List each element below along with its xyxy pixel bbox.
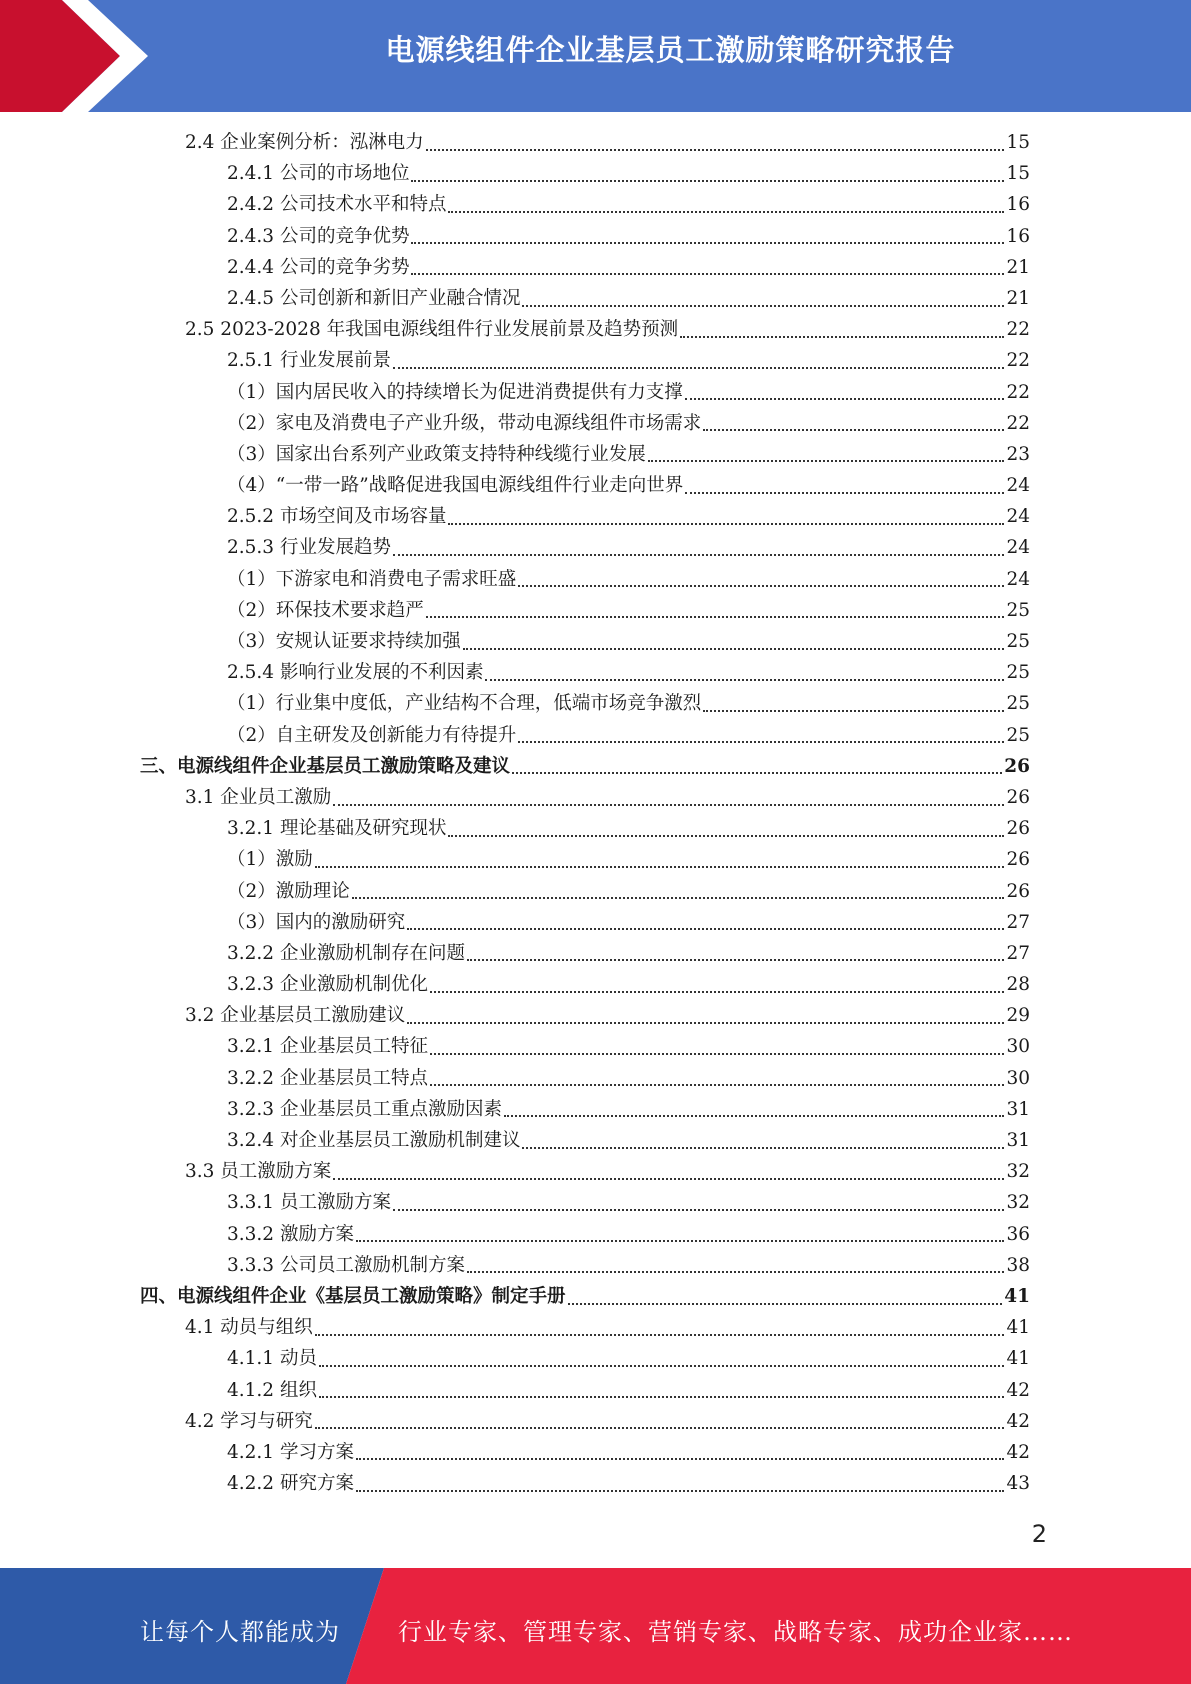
toc-entry[interactable] [140,1126,1030,1157]
toc-entry-page: 22 [1006,319,1030,341]
toc-dot-leader [333,804,1004,806]
table-of-contents [140,128,1030,1500]
toc-entry-label: 3.3 员工激励方案 [185,1161,332,1183]
toc-entry-label: 3.2 企业基层员工激励建议 [185,1005,406,1027]
toc-entry-label: 四、电源线组件企业《基层员工激励策略》制定手册 [140,1285,566,1307]
toc-dot-leader [407,1022,1004,1024]
toc-entry-label: 4.2.1 学习方案 [227,1441,354,1463]
toc-entry-label: 4.2 学习与研究 [185,1410,313,1432]
toc-entry-page: 15 [1006,163,1030,185]
toc-entry-label: 4.1.1 动员 [227,1348,317,1370]
toc-dot-leader [518,585,1004,587]
toc-entry-label: 2.4 企业案例分析：泓淋电力 [185,132,424,153]
toc-entry-page: 25 [1006,662,1030,684]
toc-entry-page: 23 [1006,443,1030,465]
toc-entry-page: 22 [1006,350,1030,372]
toc-entry-page: 41 [1004,1285,1030,1307]
toc-entry-page: 25 [1006,599,1030,621]
toc-dot-leader [356,1458,1005,1460]
toc-dot-leader [356,1490,1005,1492]
toc-entry-label: 2.4.2 公司技术水平和特点 [227,194,447,216]
toc-dot-leader [430,1053,1004,1055]
toc-entry[interactable] [140,1469,1030,1500]
toc-entry-page: 43 [1006,1473,1030,1495]
toc-entry-label: 2.4.3 公司的竞争优势 [227,225,410,247]
toc-entry-page: 24 [1006,506,1030,528]
toc-dot-leader [448,211,1004,213]
toc-entry-label: 3.2.2 企业基层员工特点 [227,1067,428,1089]
toc-entry-page: 16 [1006,225,1030,247]
toc-entry-label: 4.1 动员与组织 [185,1317,313,1339]
toc-entry-label: 2.4.1 公司的市场地位 [227,163,410,185]
toc-entry[interactable] [140,502,1030,533]
toc-dot-leader [352,897,1005,899]
toc-entry-page: 16 [1006,194,1030,216]
toc-entry-page: 42 [1006,1441,1030,1463]
toc-dot-leader [703,429,1004,431]
toc-dot-leader [319,1365,1005,1367]
toc-dot-leader [685,398,1005,400]
toc-entry-label: 3.2.2 企业激励机制存在问题 [227,942,465,964]
toc-entry-page: 22 [1006,381,1030,403]
toc-entry-page: 30 [1006,1036,1030,1058]
toc-entry-label: （3）国内的激励研究 [227,911,406,933]
toc-entry-label: 4.1.2 组织 [227,1379,317,1401]
toc-entry[interactable] [140,970,1030,1001]
toc-entry-label: 3.2.1 企业基层员工特征 [227,1036,428,1058]
toc-dot-leader [315,1427,1005,1429]
toc-entry-page: 27 [1006,911,1030,933]
toc-entry-page: 31 [1006,1130,1030,1151]
toc-dot-leader [504,1115,1004,1117]
toc-dot-leader [518,741,1004,743]
toc-entry-page: 25 [1006,724,1030,746]
toc-entry-label: 3.2.1 理论基础及研究现状 [227,818,447,840]
toc-entry-label: （2）环保技术要求趋严 [227,599,424,621]
toc-entry[interactable] [140,1251,1030,1282]
toc-entry-label: 2.5.3 行业发展趋势 [227,537,391,559]
toc-entry-page: 42 [1006,1410,1030,1432]
toc-entry-page: 24 [1006,475,1030,497]
toc-dot-leader [485,679,1004,681]
toc-entry-label: （1）国内居民收入的持续增长为促进消费提供有力支撑 [227,381,683,403]
toc-entry-page: 21 [1006,256,1030,278]
toc-entry-label: （3）国家出台系列产业政策支持特种线缆行业发展 [227,443,646,465]
toc-entry[interactable] [140,627,1030,658]
toc-entry[interactable] [140,1220,1030,1251]
toc-dot-leader [426,616,1005,618]
toc-entry-label: 2.4.4 公司的竞争劣势 [227,256,410,278]
toc-entry-label: 3.3.1 员工激励方案 [227,1192,391,1214]
toc-entry[interactable] [140,877,1030,908]
toc-dot-leader [463,648,1005,650]
footer-slogan-left: 让每个人都能成为 [140,1618,340,1646]
toc-entry[interactable] [140,721,1030,752]
toc-entry[interactable] [140,159,1030,190]
page-header [0,0,1191,112]
toc-entry[interactable] [140,1313,1030,1344]
toc-entry-label: （2）家电及消费电子产业升级，带动电源线组件市场需求 [227,412,702,434]
toc-entry[interactable] [140,471,1030,502]
toc-entry-page: 42 [1006,1379,1030,1401]
toc-entry[interactable] [140,939,1030,970]
toc-entry-label: 3.2.3 企业基层员工重点激励因素 [227,1098,502,1120]
toc-entry-page: 25 [1006,693,1030,715]
toc-dot-leader [448,835,1004,837]
toc-entry-label: 3.1 企业员工激励 [185,786,332,808]
toc-entry-page: 24 [1006,568,1030,590]
toc-dot-leader [467,959,1004,961]
toc-entry[interactable] [140,533,1030,564]
toc-dot-leader [315,1334,1005,1336]
toc-dot-leader [407,928,1004,930]
toc-dot-leader [448,523,1004,525]
toc-entry[interactable] [140,315,1030,346]
toc-entry[interactable] [140,1095,1030,1126]
toc-entry-page: 25 [1006,631,1030,652]
toc-entry[interactable] [140,1438,1030,1469]
toc-dot-leader [568,1303,1003,1305]
toc-entry-label: 4.2.2 研究方案 [227,1473,354,1495]
toc-entry-page: 27 [1006,942,1030,964]
toc-entry-page: 26 [1006,849,1030,871]
toc-entry[interactable] [140,1407,1030,1438]
toc-entry-page: 31 [1006,1098,1030,1120]
toc-entry[interactable] [140,845,1030,876]
toc-entry-label: （3）安规认证要求持续加强 [227,631,461,652]
toc-dot-leader [426,149,1005,151]
toc-entry[interactable] [140,253,1030,284]
page-footer [0,1568,1191,1684]
toc-entry[interactable] [140,346,1030,377]
toc-entry-page: 26 [1006,880,1030,902]
toc-dot-leader [680,336,1004,338]
toc-dot-leader [430,1084,1004,1086]
toc-dot-leader [512,772,1002,774]
toc-entry-label: （1）下游家电和消费电子需求旺盛 [227,568,517,590]
toc-entry-label: 3.2.4 对企业基层员工激励机制建议 [227,1130,521,1151]
toc-entry-label: 三、电源线组件企业基层员工激励策略及建议 [140,755,511,777]
toc-dot-leader [411,242,1004,244]
footer-slogan-right: 行业专家、管理专家、营销专家、战略专家、成功企业家…… [398,1618,1073,1646]
toc-entry-label: 3.2.3 企业激励机制优化 [227,974,428,996]
report-title: 电源线组件企业基层员工激励策略研究报告 [385,33,956,67]
toc-entry-page: 28 [1006,974,1030,996]
toc-entry[interactable] [140,409,1030,440]
toc-entry-label: 3.3.2 激励方案 [227,1223,354,1245]
toc-entry-label: （1）行业集中度低，产业结构不合理，低端市场竞争激烈 [227,693,702,715]
toc-dot-leader [315,866,1005,868]
toc-entry[interactable] [140,752,1030,783]
toc-entry-page: 32 [1006,1161,1030,1183]
toc-entry-label: 2.5.2 市场空间及市场容量 [227,506,447,528]
toc-entry-page: 26 [1004,755,1030,777]
toc-entry[interactable] [140,783,1030,814]
toc-entry[interactable] [140,1282,1030,1313]
toc-entry[interactable] [140,596,1030,627]
toc-dot-leader [522,305,1004,307]
toc-entry-page: 15 [1006,132,1030,153]
toc-entry[interactable] [140,1157,1030,1188]
toc-entry[interactable] [140,222,1030,253]
toc-entry-page: 22 [1006,412,1030,434]
toc-entry-label: （2）激励理论 [227,880,350,902]
toc-entry-label: 2.5.1 行业发展前景 [227,350,391,372]
toc-dot-leader [703,710,1004,712]
toc-entry-page: 36 [1006,1223,1030,1245]
toc-dot-leader [411,273,1004,275]
toc-dot-leader [430,991,1004,993]
toc-entry-page: 26 [1006,818,1030,840]
toc-entry[interactable] [140,1376,1030,1407]
toc-entry-label: （2）自主研发及创新能力有待提升 [227,724,517,746]
toc-entry[interactable] [140,378,1030,409]
toc-entry[interactable] [140,1064,1030,1095]
toc-dot-leader [333,1178,1004,1180]
toc-entry[interactable] [140,1032,1030,1063]
toc-entry[interactable] [140,1001,1030,1032]
toc-entry-label: （4）“一带一路”战略促进我国电源线组件行业走向世界 [227,475,684,497]
toc-entry-page: 41 [1006,1348,1030,1370]
toc-entry[interactable] [140,689,1030,720]
toc-entry-label: （1）激励 [227,849,313,871]
toc-entry-page: 26 [1006,786,1030,808]
toc-entry[interactable] [140,440,1030,471]
toc-entry-page: 38 [1006,1254,1030,1276]
toc-entry-page: 29 [1006,1005,1030,1027]
toc-dot-leader [648,460,1005,462]
toc-entry[interactable] [140,1188,1030,1219]
toc-entry[interactable] [140,1344,1030,1375]
toc-dot-leader [393,367,1004,369]
toc-entry-label: 2.5 2023-2028 年我国电源线组件行业发展前景及趋势预测 [185,319,679,341]
toc-dot-leader [522,1147,1004,1149]
toc-dot-leader [467,1271,1004,1273]
toc-entry[interactable] [140,128,1030,159]
toc-entry[interactable] [140,814,1030,845]
toc-entry[interactable] [140,190,1030,221]
toc-entry[interactable] [140,908,1030,939]
toc-dot-leader [356,1240,1005,1242]
toc-entry[interactable] [140,565,1030,596]
page-number: 2 [1031,1520,1047,1548]
toc-entry[interactable] [140,658,1030,689]
toc-dot-leader [411,180,1004,182]
toc-dot-leader [319,1396,1005,1398]
toc-entry-page: 41 [1006,1317,1030,1339]
toc-entry[interactable] [140,284,1030,315]
toc-dot-leader [685,492,1004,494]
toc-entry-page: 32 [1006,1192,1030,1214]
toc-dot-leader [393,1209,1004,1211]
toc-entry-page: 30 [1006,1067,1030,1089]
toc-entry-page: 24 [1006,537,1030,559]
toc-entry-label: 3.3.3 公司员工激励机制方案 [227,1254,465,1276]
toc-dot-leader [393,554,1004,556]
toc-entry-label: 2.5.4 影响行业发展的不利因素 [227,662,484,684]
toc-entry-page: 21 [1006,287,1030,309]
toc-entry-label: 2.4.5 公司创新和新旧产业融合情况 [227,287,521,309]
